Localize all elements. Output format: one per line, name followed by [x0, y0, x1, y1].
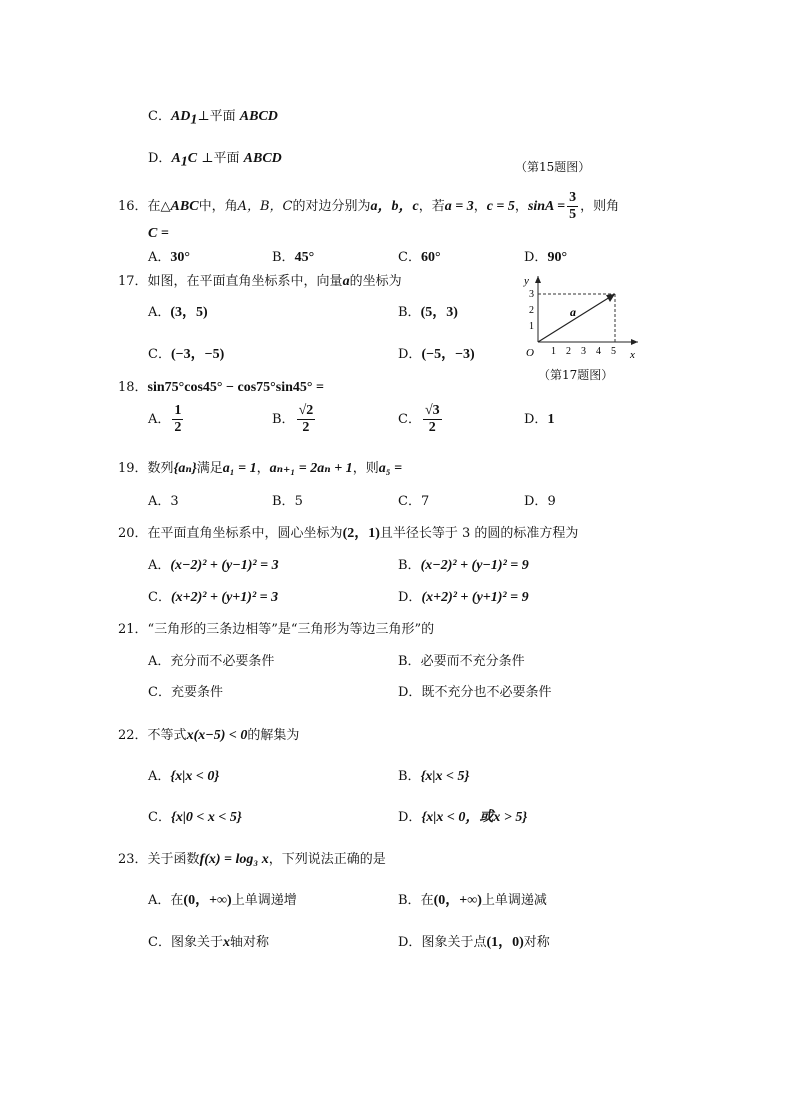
- y-axis-arrow-icon: [535, 276, 541, 283]
- q16-fraction: $\frac{3}{5}$: [569, 190, 577, 222]
- x-axis-arrow-icon: [631, 339, 638, 345]
- q16-stem: 16．在△ABC中，角A，B，C的对边分别为a，b，c，若a = 3，c = 5，sinA = $\frac{3}{5}$ ，则角: [118, 190, 620, 222]
- q17-figure-caption: （第17题图）: [538, 368, 614, 382]
- q19-option-d: D．9: [524, 494, 556, 509]
- q23-option-b: B．在(0，+∞)上单调递减: [398, 893, 547, 908]
- q17-option-d: D．(−5，−3): [398, 347, 475, 362]
- q16-stem-line2: C =: [148, 226, 169, 241]
- q21-option-d: D．既不充分也不必要条件: [398, 685, 552, 700]
- q17-vector-figure: [514, 272, 642, 362]
- q18-stem: 18．sin75°cos45° − cos75°sin45° =: [118, 380, 324, 395]
- q21-option-a: A．充分而不必要条件: [148, 654, 275, 669]
- q19-option-c: C．7: [398, 494, 430, 509]
- q18-option-a: A． $\frac{1}{2}$: [148, 403, 182, 435]
- q21-option-c: C．充要条件: [148, 685, 223, 700]
- vector-label: a: [570, 305, 576, 319]
- q19-option-b: B．5: [272, 494, 303, 509]
- x-tick-label: 1: [551, 346, 556, 357]
- q23-stem: 23．关于函数f(x) = log₃ x，下列说法正确的是: [118, 852, 386, 867]
- origin-label: O: [526, 347, 534, 359]
- q23-option-d: D．图象关于点(1，0)对称: [398, 935, 550, 950]
- q18-option-b: B． $\frac{√2}{2}$: [272, 403, 314, 435]
- q17-option-c: C．(−3，−5): [148, 347, 225, 362]
- q21-option-b: B．必要而不充分条件: [398, 654, 525, 669]
- x-tick-label: 3: [581, 346, 586, 357]
- q15-figure-caption: （第15题图）: [515, 160, 591, 174]
- q20-option-a: A．(x−2)² + (y−1)² = 3: [148, 558, 279, 573]
- y-tick-label: 1: [529, 321, 534, 332]
- x-axis-label: x: [630, 349, 635, 361]
- q20-option-b: B．(x−2)² + (y−1)² = 9: [398, 558, 529, 573]
- q18-option-d: D．1: [524, 412, 555, 427]
- q20-option-c: C．(x+2)² + (y+1)² = 3: [148, 590, 279, 605]
- q16-option-a: A．30°: [148, 250, 190, 265]
- q20-stem: 20．在平面直角坐标系中，圆心坐标为(2，1)且半径长等于 3 的圆的标准方程为: [118, 526, 579, 541]
- x-tick-label: 2: [566, 346, 571, 357]
- q23-option-a: A．在(0，+∞)上单调递增: [148, 893, 297, 908]
- x-tick-label: 4: [596, 346, 601, 357]
- q22-stem: 22．不等式x(x−5) < 0的解集为: [118, 728, 300, 743]
- q16-option-b: B．45°: [272, 250, 315, 265]
- x-tick-label: 5: [611, 346, 616, 357]
- q20-option-d: D．(x+2)² + (y+1)² = 9: [398, 590, 529, 605]
- q15-option-d: D．$A_1C$ ⊥平面 ABCD: [148, 151, 282, 170]
- q19-option-a: A．3: [148, 494, 179, 509]
- q18-option-c: C． $\frac{√3}{2}$: [398, 403, 440, 435]
- y-tick-label: 3: [529, 289, 534, 300]
- q17-option-b: B．(5，3): [398, 305, 458, 320]
- q17-option-a: A．(3，5): [148, 305, 208, 320]
- q16-option-c: C．60°: [398, 250, 441, 265]
- q22-option-a: A．{x|x < 0}: [148, 769, 220, 784]
- y-tick-label: 2: [529, 305, 534, 316]
- q17-stem: 17．如图，在平面直角坐标系中，向量a的坐标为: [118, 274, 402, 289]
- q15-option-c: C．$AD_1\perp$平面 ABCD: [148, 109, 278, 128]
- q23-option-c: C．图象关于x轴对称: [148, 935, 269, 950]
- q22-option-d: D．{x|x < 0，或x > 5}: [398, 810, 528, 825]
- q21-stem: 21．“三角形的三条边相等”是“三角形为等边三角形”的: [118, 622, 435, 637]
- q19-stem: 19．数列{aₙ}满足a₁ = 1，aₙ₊₁ = 2aₙ + 1，则a₅ =: [118, 461, 403, 476]
- y-axis-label: y: [524, 275, 529, 287]
- q22-option-c: C．{x|0 < x < 5}: [148, 810, 242, 825]
- q22-option-b: B．{x|x < 5}: [398, 769, 470, 784]
- q16-option-d: D．90°: [524, 250, 568, 265]
- vector-a: [538, 296, 611, 342]
